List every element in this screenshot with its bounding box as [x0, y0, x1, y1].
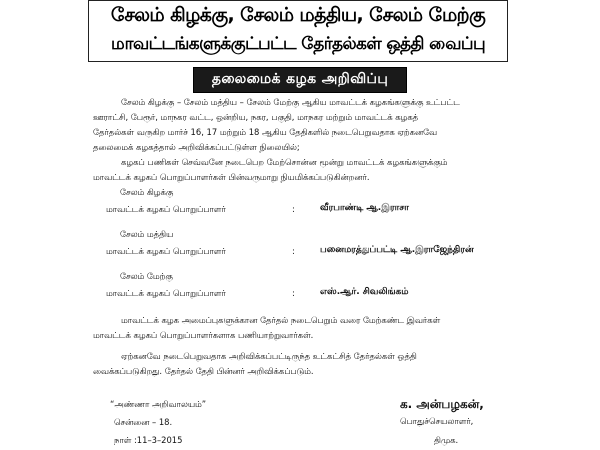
appointment-colon: :: [292, 288, 295, 298]
text-line: வைக்கப்படுகிறது. தேர்தல் தேதி பின்னர் அறிவிக்கப்படும்.: [93, 366, 314, 376]
appointment-region: சேலம் மத்திய: [120, 229, 174, 239]
announcement-banner: தலைமைக் கழக அறிவிப்பு: [193, 67, 407, 93]
appointment-post: மாவட்டக் கழகப் பொறுப்பாளர்: [106, 246, 226, 256]
text-line: மாவட்டக் கழக அமைப்புகளுக்கான தேர்தல் நடைபெறும் வரை மேற்கண்ட இவர்கள்: [121, 315, 441, 325]
appointment-post: மாவட்டக் கழகப் பொறுப்பாளர்: [106, 288, 226, 298]
signatory-designation: பொதுச்செயலாளர்,: [400, 416, 474, 426]
office-name: “அண்ணா அறிவாலயம்”: [110, 399, 207, 409]
text-line: ஊராட்சி, பேரூர், மாநகர வட்ட, ஒன்றிய, நகர, பகுதி, மாநகர மற்றும் மாவட்டக் கழகத்: [93, 112, 419, 122]
appointment-region: சேலம் மேற்கு: [120, 271, 173, 281]
appointment-post: மாவட்டக் கழகப் பொறுப்பாளர்: [106, 204, 226, 214]
office-city: சென்னை – 18.: [114, 417, 173, 427]
appointee-name: எஸ்.ஆர். சிவலிங்கம்: [320, 287, 409, 297]
signatory-organization: திமுக.: [434, 435, 459, 445]
text-line: கழகப் பணிகள் செவ்வனே நடைபெற மேற்சொன்ன மூன்று மாவட்டக் கழகங்களுக்கும்: [121, 157, 448, 167]
signatory-name: க. அன்பழகன்,: [400, 397, 484, 411]
appointment-region: சேலம் கிழக்கு: [120, 187, 174, 197]
appointee-name: பனைமரத்துப்பட்டி ஆ.இராஜேந்திரன்: [320, 245, 474, 255]
appointee-name: வீரபாண்டி ஆ.இராசா: [320, 203, 410, 213]
text-line: தலைமைக் கழகத்தால் அறிவிக்கப்பட்டுள்ள நிலையில்;: [93, 142, 300, 152]
text-line: மாவட்டக் கழகப் பொறுப்பாளர்களாக பணியாற்றுவார்கள்.: [93, 330, 314, 340]
text-line: தேர்தல்கள் வருகிற மார்ச் 16, 17 மற்றும் 18 ஆகிய தேதிகளில் நடைபெறுவதாக ஏற்கனவே: [93, 127, 438, 137]
notice-date: நாள் :11–3–2015: [114, 435, 183, 445]
text-line: சேலம் கிழக்கு – சேலம் மத்திய – சேலம் மேற்கு ஆகிய மாவட்டக் கழகங்களுக்கு உட்பட்ட: [121, 97, 460, 107]
intro-paragraph: [93, 95, 503, 185]
notice-document: [88, 0, 510, 450]
text-line: மாவட்டக் கழகப் பொறுப்பாளர்கள் பின்வருமாறு நியமிக்கப்படுகின்றனர்.: [93, 172, 370, 182]
headline-line-1: சேலம் கிழக்கு, சேலம் மத்திய, சேலம் மேற்கு: [110, 4, 486, 26]
appointment-colon: :: [292, 204, 295, 214]
headline-box: [88, 0, 508, 62]
appointment-colon: :: [292, 246, 295, 256]
text-line: ஏற்கனவே நடைபெறுவதாக அறிவிக்கப்பட்டிருந்த உட்கட்சித் தேர்தல்கள் ஒத்தி: [121, 351, 417, 361]
closing-paragraph: [93, 313, 503, 379]
headline-line-2: மாவட்டங்களுக்குட்பட்ட தேர்தல்கள் ஒத்தி வைப்பு: [111, 34, 485, 54]
